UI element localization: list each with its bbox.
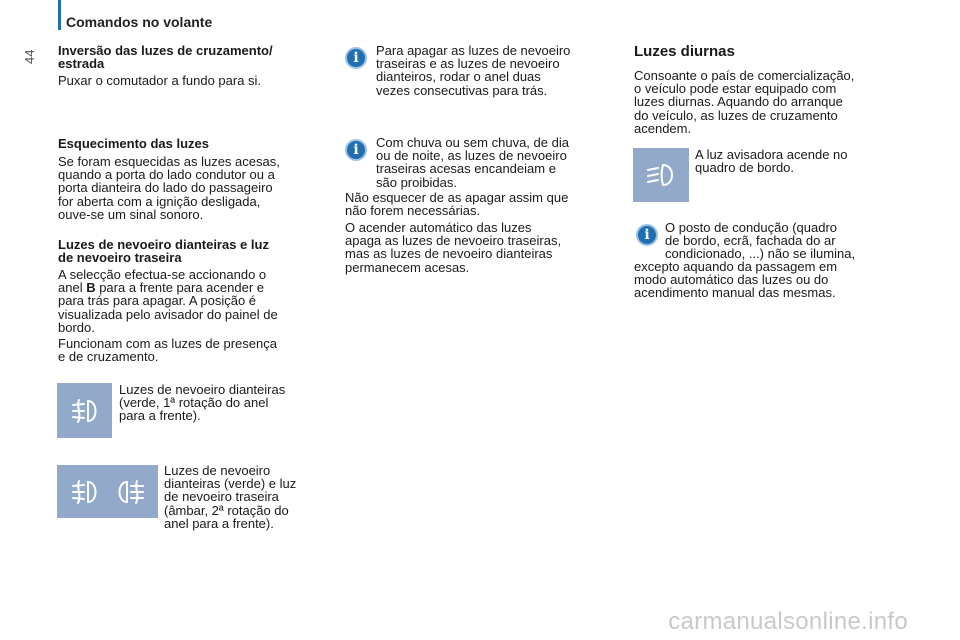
paragraph-remember-off: Não esquecer de as apagar assim que não forem necessárias. (345, 190, 569, 219)
info-icon: i (345, 47, 367, 69)
header-accent-bar (58, 0, 61, 30)
section-title-daytime-lights: Luzes diurnas (634, 43, 735, 60)
section-text-fog-lights-2: Funcionam com as luzes de presença e de cruzamento. (58, 336, 277, 365)
note-dashboard-illumination-cont: excepto aquando da passagem em modo automático das luzes ou do acendimento manual das mesmas. (634, 259, 838, 301)
section-text-daytime-lights: Consoante o país de comercialização, o veículo pode estar equipado com luzes diurnas. Aquando do arranque do veículo, as luzes de cruzamento acendem. (634, 68, 855, 136)
page-number: 44 (22, 49, 37, 64)
section-title-beam-switch: Inversão das luzes de cruzamento/ estrada (58, 43, 273, 72)
rear-fog-light-icon (112, 477, 148, 507)
caption-front-fog: Luzes de nevoeiro dianteiras (verde, 1ª rotação do anel para a frente). (119, 382, 286, 424)
paragraph-auto-lighting: O acender automático das luzes apaga as luzes de nevoeiro traseiras, mas as luzes de nevoeiro dianteiras permanecem acesas. (345, 220, 562, 275)
front-rear-fog-indicator-box (57, 465, 158, 518)
section-text-beam-switch: Puxar o comutador a fundo para si. (58, 73, 262, 88)
caption-front-rear-fog: Luzes de nevoeiro dianteiras (verde) e luz de nevoeiro traseira (âmbar, 2ª rotação do anel para a frente). (164, 463, 297, 531)
section-text-fog-lights: A selecção efectua-se accionando o anel B para a frente para acender e para trás para apagar. A posição é visualizada pelo avisador do painel de bordo. (58, 267, 278, 335)
front-fog-light-icon (67, 396, 103, 426)
daytime-light-indicator-box (633, 148, 689, 202)
section-title-lights-forgotten: Esquecimento das luzes (58, 136, 209, 151)
info-icon: i (636, 224, 658, 246)
note-switch-off-fog: Para apagar as luzes de nevoeiro traseiras e as luzes de nevoeiro dianteiros, rodar o anel duas vezes consecutivas para trás. (376, 43, 571, 98)
page-title: Comandos no volante (66, 14, 213, 30)
watermark: carmanualsonline.info (668, 608, 908, 635)
daytime-light-icon (643, 160, 679, 190)
note-rear-fog-prohibited: Com chuva ou sem chuva, de dia ou de noite, as luzes de nevoeiro traseiras acesas encandeiam e são proibidas. (376, 135, 569, 190)
caption-daytime-light: A luz avisadora acende no quadro de bordo. (695, 147, 848, 176)
front-fog-light-icon (67, 477, 103, 507)
note-dashboard-illumination: O posto de condução (quadro de bordo, ecrã, fachada do ar condicionado, ...) não se ilumina, (665, 220, 856, 262)
info-icon: i (345, 139, 367, 161)
section-title-fog-lights: Luzes de nevoeiro dianteiras e luz de nevoeiro traseira (58, 237, 269, 266)
front-fog-indicator-box (57, 383, 112, 438)
section-text-lights-forgotten: Se foram esquecidas as luzes acesas, quando a porta do lado condutor ou a porta dianteira do lado do passageiro for aberta com a ignição desligada, ouve-se um sinal sonoro. (58, 154, 280, 222)
